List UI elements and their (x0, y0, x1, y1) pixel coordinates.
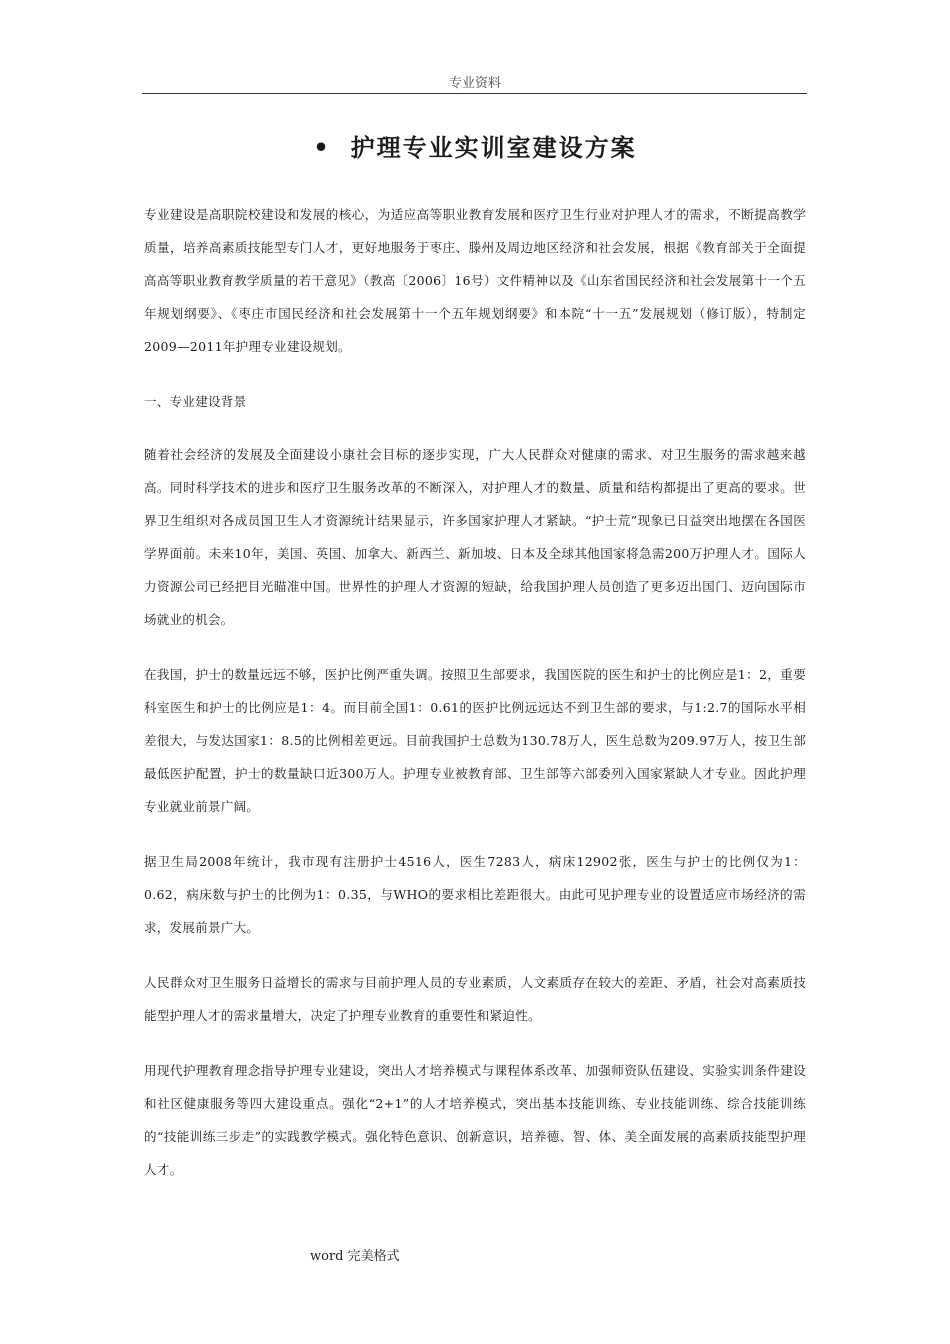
page-footer: word 完美格式 (310, 1249, 400, 1264)
paragraph-local-statistics: 据卫生局2008年统计，我市现有注册护士4516人，医生7283人，病床12902张，医生与护士的比例仅为1：0.62，病床数与护士的比例为1：0.35，与WHO的要求相比差距很大。由此可见护理专业的设置适应市场经济的需求，发展前景广大。 (144, 854, 806, 935)
paragraph-background: 随着社会经济的发展及全面建设小康社会目标的逐步实现，广大人民群众对健康的需求、对卫生服务的需求越来越高。同时科学技术的进步和医疗卫生服务改革的不断深入，对护理人才的数量、质量和结构都提出了更高的要求。世界卫生组织对各成员国卫生人才资源统计结果显示，许多国家护理人才紧缺。“护士荒”现象已日益突出地摆在各国医学界面前。未来10年，美国、英国、加拿大、新西兰、新加坡、日本及全球其他国家将急需200万护理人才。国际人力资源公司已经把目光瞄准中国。世界性的护理人才资源的短缺，给我国护理人员创造了更多迈出国门、迈向国际市场就业的机会。 (144, 447, 806, 627)
document-title-row (0, 128, 950, 163)
paragraph-strategy: 用现代护理教育理念指导护理专业建设，突出人才培养模式与课程体系改革、加强师资队伍建设、实验实训条件建设和社区健康服务等四大建设重点。强化“2+1”的人才培养模式，突出基本技能训练、专业技能训练、综合技能训练的“技能训练三步走”的实践教学模式。强化特色意识、创新意识，培养德、智、体、美全面发展的高素质技能型护理人才。 (144, 1063, 806, 1177)
paragraph-national-ratio: 在我国，护士的数量远远不够，医护比例严重失调。按照卫生部要求，我国医院的医生和护士的比例应是1：2，重要科室医生和护士的比例应是1：4。而目前全国1：0.61的医护比例远远达不到卫生部的要求，与1:2.7的国际水平相差很大，与发达国家1：8.5的比例相差更远。目前我国护士总数为130.78万人，医生总数为209.97万人，按卫生部最低医护配置，护士的数量缺口近300万人。护理专业被教育部、卫生部等六部委列入国家紧缺人才专业。因此护理专业就业前景广阔。 (144, 667, 806, 814)
paragraph-intro: 专业建设是高职院校建设和发展的核心，为适应高等职业教育发展和医疗卫生行业对护理人才的需求，不断提高教学质量，培养高素质技能型专门人才，更好地服务于枣庄、滕州及周边地区经济和社会发展，根据《教育部关于全面提高高等职业教育教学质量的若干意见》（教高〔2006〕16号）文件精神以及《山东省国民经济和社会发展第十一个五年规划纲要》、《枣庄市国民经济和社会发展第十一个五年规划纲要》和本院“十一五”发展规划（修订版），特制定2009—2011年护理专业建设规划。 (144, 207, 806, 354)
document-title: 护理专业实训室建设方案 (350, 133, 637, 162)
section-heading: 一、专业建设背景 (144, 394, 247, 409)
document-body (144, 198, 806, 1208)
page-header: 专业资料 (448, 76, 501, 91)
title-bullet: • (313, 133, 331, 162)
header-rule (142, 93, 807, 94)
paragraph-demand: 人民群众对卫生服务日益增长的需求与目前护理人员的专业素质，人文素质存在较大的差距、矛盾，社会对高素质技能型护理人才的需求量增大，决定了护理专业教育的重要性和紧迫性。 (144, 975, 806, 1023)
